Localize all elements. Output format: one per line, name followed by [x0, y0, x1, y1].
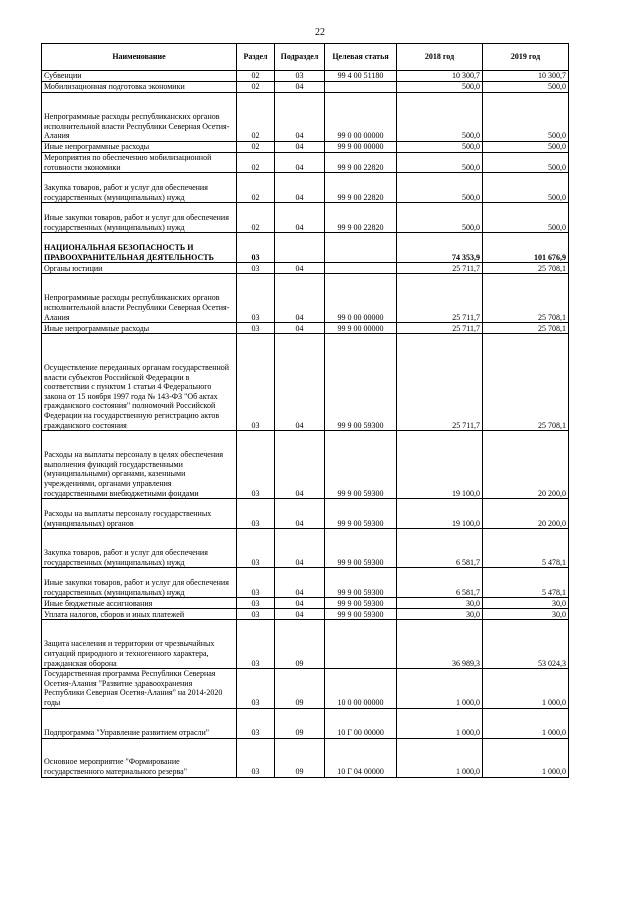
cell-name: НАЦИОНАЛЬНАЯ БЕЗОПАСНОСТЬ И ПРАВООХРАНИТЕЛЬНАЯ ДЕЯТЕЛЬНОСТЬ [42, 233, 237, 263]
table-row [42, 609, 569, 620]
cell-2019: 101 676,9 [483, 233, 569, 263]
cell-section: 03 [237, 609, 275, 620]
cell-2019: 500,0 [483, 153, 569, 173]
table-row [42, 82, 569, 93]
cell-target: 99 4 00 51180 [325, 71, 397, 82]
cell-name: Непрограммные расходы республиканских органов исполнительной власти Республики Северная Осетия-Алания [42, 93, 237, 142]
cell-name: Иные закупки товаров, работ и услуг для обеспечения государственных (муниципальных) нужд [42, 568, 237, 598]
cell-subsection: 04 [275, 274, 325, 323]
cell-subsection: 03 [275, 71, 325, 82]
cell-section: 02 [237, 203, 275, 233]
cell-subsection: 09 [275, 708, 325, 738]
cell-2019: 20 200,0 [483, 499, 569, 529]
cell-subsection: 04 [275, 323, 325, 334]
cell-section: 03 [237, 334, 275, 431]
cell-target [325, 620, 397, 669]
cell-target: 99 9 00 22820 [325, 153, 397, 173]
cell-section: 03 [237, 263, 275, 274]
cell-target: 99 9 00 59300 [325, 598, 397, 609]
cell-subsection: 04 [275, 173, 325, 203]
cell-name: Уплата налогов, сборов и иных платежей [42, 609, 237, 620]
cell-section: 02 [237, 71, 275, 82]
cell-2019: 25 708,1 [483, 274, 569, 323]
cell-name: Иные непрограммные расходы [42, 323, 237, 334]
cell-2018: 1 000,0 [397, 708, 483, 738]
cell-subsection: 04 [275, 568, 325, 598]
cell-target: 99 0 00 00000 [325, 274, 397, 323]
cell-section: 03 [237, 738, 275, 777]
cell-subsection: 04 [275, 334, 325, 431]
cell-2019: 500,0 [483, 203, 569, 233]
cell-2019: 30,0 [483, 609, 569, 620]
cell-target: 99 9 00 00000 [325, 323, 397, 334]
cell-section: 03 [237, 568, 275, 598]
cell-section: 02 [237, 153, 275, 173]
cell-2019: 25 708,1 [483, 334, 569, 431]
cell-target: 99 9 00 22820 [325, 203, 397, 233]
cell-target: 99 9 00 59300 [325, 431, 397, 499]
cell-2019: 5 478,1 [483, 568, 569, 598]
cell-name: Иные закупки товаров, работ и услуг для обеспечения государственных (муниципальных) нужд [42, 203, 237, 233]
cell-2018: 500,0 [397, 82, 483, 93]
cell-subsection: 09 [275, 738, 325, 777]
cell-section: 03 [237, 669, 275, 708]
cell-2019: 1 000,0 [483, 669, 569, 708]
cell-2018: 74 353,9 [397, 233, 483, 263]
cell-target: 99 9 00 22820 [325, 173, 397, 203]
cell-2019: 500,0 [483, 82, 569, 93]
table-body [42, 71, 569, 778]
cell-subsection: 04 [275, 153, 325, 173]
cell-2018: 25 711,7 [397, 323, 483, 334]
cell-2018: 36 989,3 [397, 620, 483, 669]
column-header-subsection: Подраздел [275, 44, 325, 71]
cell-section: 03 [237, 620, 275, 669]
cell-2019: 500,0 [483, 142, 569, 153]
table-row [42, 669, 569, 708]
cell-section: 03 [237, 323, 275, 334]
cell-2019: 20 200,0 [483, 431, 569, 499]
cell-name: Мобилизационная подготовка экономики [42, 82, 237, 93]
cell-name: Подпрограмма "Управление развитием отрасли" [42, 708, 237, 738]
table-row [42, 93, 569, 142]
cell-2018: 500,0 [397, 142, 483, 153]
cell-2018: 10 300,7 [397, 71, 483, 82]
cell-target: 99 9 00 59300 [325, 499, 397, 529]
table-row [42, 263, 569, 274]
table-row [42, 274, 569, 323]
cell-target: 99 9 00 59300 [325, 568, 397, 598]
cell-section: 02 [237, 93, 275, 142]
cell-name: Расходы на выплаты персоналу в целях обеспечения выполнения функций государственными (муниципальными) органами, казенными учреждениями, органами управления государственными внебюджетными фондами [42, 431, 237, 499]
table-row [42, 153, 569, 173]
cell-section: 03 [237, 598, 275, 609]
cell-2019: 5 478,1 [483, 529, 569, 568]
column-header-2019: 2019 год [483, 44, 569, 71]
cell-target: 99 9 00 59300 [325, 609, 397, 620]
cell-2018: 500,0 [397, 173, 483, 203]
cell-2018: 1 000,0 [397, 669, 483, 708]
cell-target [325, 233, 397, 263]
cell-subsection: 04 [275, 82, 325, 93]
table-row [42, 568, 569, 598]
table-row [42, 620, 569, 669]
table-header-row [42, 44, 569, 71]
cell-subsection: 04 [275, 598, 325, 609]
cell-target: 99 9 00 59300 [325, 334, 397, 431]
cell-2019: 25 708,1 [483, 323, 569, 334]
cell-subsection: 04 [275, 263, 325, 274]
cell-target: 99 9 00 59300 [325, 529, 397, 568]
cell-2019: 10 300,7 [483, 71, 569, 82]
cell-name: Расходы на выплаты персоналу государственных (муниципальных) органов [42, 499, 237, 529]
table-row [42, 431, 569, 499]
cell-target: 10 Г 00 00000 [325, 708, 397, 738]
table-row [42, 499, 569, 529]
cell-name: Непрограммные расходы республиканских органов исполнительной власти Республики Северная Осетия-Алания [42, 274, 237, 323]
cell-subsection [275, 233, 325, 263]
cell-target: 10 Г 04 00000 [325, 738, 397, 777]
cell-2018: 500,0 [397, 153, 483, 173]
table-row [42, 142, 569, 153]
cell-section: 03 [237, 274, 275, 323]
cell-target: 10 0 00 00000 [325, 669, 397, 708]
column-header-2018: 2018 год [397, 44, 483, 71]
cell-2018: 25 711,7 [397, 334, 483, 431]
cell-2018: 19 100,0 [397, 499, 483, 529]
cell-2019: 53 024,3 [483, 620, 569, 669]
cell-2018: 6 581,7 [397, 529, 483, 568]
cell-2018: 30,0 [397, 609, 483, 620]
cell-name: Органы юстиции [42, 263, 237, 274]
cell-name: Иные бюджетные ассигнования [42, 598, 237, 609]
cell-2018: 25 711,7 [397, 263, 483, 274]
table-row [42, 173, 569, 203]
cell-2019: 1 000,0 [483, 738, 569, 777]
cell-section: 02 [237, 82, 275, 93]
table-row [42, 529, 569, 568]
cell-2018: 25 711,7 [397, 274, 483, 323]
cell-subsection: 04 [275, 203, 325, 233]
cell-subsection: 09 [275, 669, 325, 708]
cell-subsection: 04 [275, 431, 325, 499]
cell-section: 03 [237, 529, 275, 568]
cell-target: 99 9 00 00000 [325, 142, 397, 153]
cell-2019: 1 000,0 [483, 708, 569, 738]
cell-name: Защита населения и территории от чрезвычайных ситуаций природного и техногенного характера, гражданская оборона [42, 620, 237, 669]
cell-name: Государственная программа Республики Северная Осетия-Алания "Развитие здравоохранения Республики Северная Осетия-Алания" на 2014-2020 годы [42, 669, 237, 708]
table-row [42, 738, 569, 777]
cell-section: 03 [237, 431, 275, 499]
cell-2019: 500,0 [483, 173, 569, 203]
table-row [42, 203, 569, 233]
table-row [42, 334, 569, 431]
cell-name: Закупка товаров, работ и услуг для обеспечения государственных (муниципальных) нужд [42, 529, 237, 568]
cell-2019: 500,0 [483, 93, 569, 142]
table-row [42, 323, 569, 334]
column-header-target: Целевая статья [325, 44, 397, 71]
cell-2019: 30,0 [483, 598, 569, 609]
cell-subsection: 04 [275, 529, 325, 568]
cell-subsection: 04 [275, 609, 325, 620]
cell-section: 03 [237, 499, 275, 529]
cell-target [325, 263, 397, 274]
cell-subsection: 09 [275, 620, 325, 669]
cell-2018: 1 000,0 [397, 738, 483, 777]
cell-section: 02 [237, 142, 275, 153]
cell-name: Закупка товаров, работ и услуг для обеспечения государственных (муниципальных) нужд [42, 173, 237, 203]
cell-name: Субвенции [42, 71, 237, 82]
cell-name: Основное мероприятие "Формирование государственного материального резерва" [42, 738, 237, 777]
cell-target: 99 0 00 00000 [325, 93, 397, 142]
table-row [42, 598, 569, 609]
cell-name: Мероприятия по обеспечению мобилизационной готовности экономики [42, 153, 237, 173]
cell-subsection: 04 [275, 93, 325, 142]
budget-table [41, 43, 569, 778]
cell-section: 02 [237, 173, 275, 203]
cell-section: 03 [237, 708, 275, 738]
cell-2018: 500,0 [397, 203, 483, 233]
cell-2018: 30,0 [397, 598, 483, 609]
cell-2018: 6 581,7 [397, 568, 483, 598]
cell-target [325, 82, 397, 93]
table-row [42, 708, 569, 738]
column-header-name: Наименование [42, 44, 237, 71]
cell-2018: 19 100,0 [397, 431, 483, 499]
cell-subsection: 04 [275, 142, 325, 153]
cell-2018: 500,0 [397, 93, 483, 142]
cell-name: Осуществление переданных органам государственной власти субъектов Российской Федерации в соответствии с пунктом 1 статьи 4 Федерального закона от 15 ноября 1997 года № 143-ФЗ "Об актах гражданского состояния" полномочий Российской Федерации на государственную регистрацию актов гражданского состояния [42, 334, 237, 431]
table-row [42, 233, 569, 263]
table-row [42, 71, 569, 82]
column-header-section: Раздел [237, 44, 275, 71]
cell-2019: 25 708,1 [483, 263, 569, 274]
cell-subsection: 04 [275, 499, 325, 529]
cell-name: Иные непрограммные расходы [42, 142, 237, 153]
page-number: 22 [315, 27, 325, 38]
cell-section: 03 [237, 233, 275, 263]
